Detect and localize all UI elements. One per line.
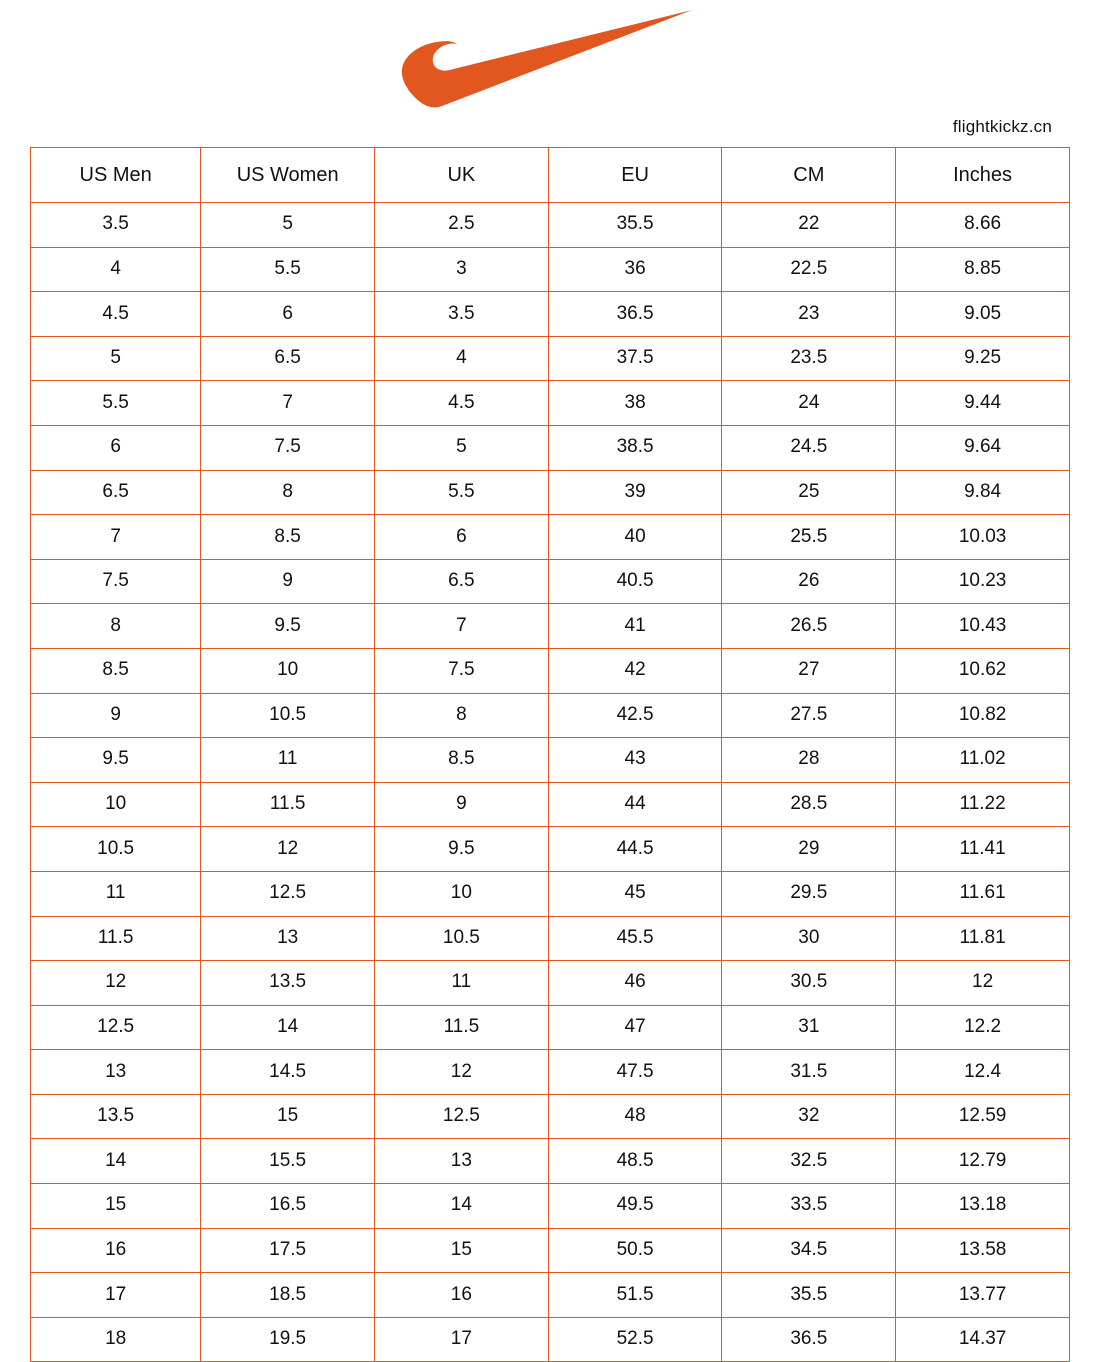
table-cell: 7.5	[201, 425, 375, 470]
table-row	[31, 1094, 1070, 1139]
table-cell: 12	[896, 961, 1070, 1006]
table-cell: 10.5	[375, 916, 549, 961]
table-cell: 5.5	[375, 470, 549, 515]
table-cell: 36	[548, 247, 722, 292]
table-cell: 5	[201, 203, 375, 248]
table-cell: 24	[722, 381, 896, 426]
table-cell: 6.5	[31, 470, 201, 515]
table-cell: 52.5	[548, 1317, 722, 1362]
table-cell: 27	[722, 648, 896, 693]
table-cell: 15	[375, 1228, 549, 1273]
table-cell: 8.5	[31, 648, 201, 693]
table-cell: 36.5	[548, 292, 722, 337]
table-cell: 11	[201, 738, 375, 783]
table-cell: 10	[375, 871, 549, 916]
table-cell: 6	[201, 292, 375, 337]
table-cell: 4	[375, 336, 549, 381]
table-cell: 45	[548, 871, 722, 916]
table-cell: 47	[548, 1005, 722, 1050]
table-cell: 16	[375, 1273, 549, 1318]
table-cell: 9.64	[896, 425, 1070, 470]
table-cell: 25.5	[722, 515, 896, 560]
table-cell: 15	[31, 1184, 201, 1229]
table-cell: 13	[375, 1139, 549, 1184]
table-cell: 6	[31, 425, 201, 470]
size-chart-table	[30, 147, 1070, 1362]
table-cell: 29	[722, 827, 896, 872]
table-cell: 11.5	[375, 1005, 549, 1050]
table-cell: 12	[375, 1050, 549, 1095]
table-cell: 11.02	[896, 738, 1070, 783]
table-row	[31, 871, 1070, 916]
table-cell: 17	[31, 1273, 201, 1318]
table-cell: 11.5	[31, 916, 201, 961]
table-cell: 18	[31, 1317, 201, 1362]
table-cell: 11	[31, 871, 201, 916]
column-header: US Women	[201, 148, 375, 203]
table-cell: 49.5	[548, 1184, 722, 1229]
table-cell: 10.5	[201, 693, 375, 738]
table-row	[31, 515, 1070, 560]
table-cell: 10.82	[896, 693, 1070, 738]
table-row	[31, 381, 1070, 426]
table-cell: 47.5	[548, 1050, 722, 1095]
table-cell: 10.23	[896, 559, 1070, 604]
nike-swoosh-icon	[400, 10, 700, 114]
table-cell: 12.79	[896, 1139, 1070, 1184]
table-cell: 48	[548, 1094, 722, 1139]
table-row	[31, 782, 1070, 827]
table-cell: 4.5	[375, 381, 549, 426]
table-cell: 7.5	[375, 648, 549, 693]
table-row	[31, 1139, 1070, 1184]
table-cell: 15.5	[201, 1139, 375, 1184]
table-cell: 9.84	[896, 470, 1070, 515]
table-cell: 44	[548, 782, 722, 827]
table-cell: 36.5	[722, 1317, 896, 1362]
table-cell: 3.5	[375, 292, 549, 337]
table-cell: 2.5	[375, 203, 549, 248]
table-cell: 31.5	[722, 1050, 896, 1095]
table-row	[31, 827, 1070, 872]
table-cell: 5	[31, 336, 201, 381]
table-cell: 45.5	[548, 916, 722, 961]
table-cell: 16.5	[201, 1184, 375, 1229]
table-cell: 32	[722, 1094, 896, 1139]
table-cell: 9.5	[31, 738, 201, 783]
table-cell: 7.5	[31, 559, 201, 604]
table-cell: 16	[31, 1228, 201, 1273]
table-cell: 51.5	[548, 1273, 722, 1318]
table-cell: 14	[201, 1005, 375, 1050]
table-cell: 13.18	[896, 1184, 1070, 1229]
table-row	[31, 1005, 1070, 1050]
table-cell: 8.5	[375, 738, 549, 783]
table-header-row	[31, 148, 1070, 203]
table-cell: 4.5	[31, 292, 201, 337]
table-cell: 9.5	[201, 604, 375, 649]
table-cell: 33.5	[722, 1184, 896, 1229]
table-cell: 40	[548, 515, 722, 560]
table-row	[31, 693, 1070, 738]
table-cell: 13.5	[31, 1094, 201, 1139]
column-header: Inches	[896, 148, 1070, 203]
brand-logo	[0, 0, 1100, 118]
table-cell: 6.5	[201, 336, 375, 381]
table-row	[31, 1228, 1070, 1273]
table-row	[31, 1317, 1070, 1362]
table-cell: 24.5	[722, 425, 896, 470]
table-cell: 11.61	[896, 871, 1070, 916]
table-cell: 3	[375, 247, 549, 292]
table-cell: 35.5	[722, 1273, 896, 1318]
table-cell: 8.5	[201, 515, 375, 560]
table-cell: 9.05	[896, 292, 1070, 337]
table-cell: 8	[201, 470, 375, 515]
table-cell: 5.5	[201, 247, 375, 292]
table-cell: 10	[31, 782, 201, 827]
table-cell: 23	[722, 292, 896, 337]
table-cell: 26	[722, 559, 896, 604]
table-cell: 17.5	[201, 1228, 375, 1273]
table-cell: 32.5	[722, 1139, 896, 1184]
table-cell: 28	[722, 738, 896, 783]
table-cell: 41	[548, 604, 722, 649]
table-cell: 12.5	[375, 1094, 549, 1139]
table-cell: 22.5	[722, 247, 896, 292]
table-row	[31, 916, 1070, 961]
table-cell: 18.5	[201, 1273, 375, 1318]
table-cell: 9	[31, 693, 201, 738]
table-cell: 42	[548, 648, 722, 693]
size-chart-table-wrap	[30, 147, 1070, 1362]
table-cell: 38.5	[548, 425, 722, 470]
table-cell: 46	[548, 961, 722, 1006]
table-cell: 7	[375, 604, 549, 649]
table-row	[31, 292, 1070, 337]
table-row	[31, 336, 1070, 381]
column-header: US Men	[31, 148, 201, 203]
table-cell: 15	[201, 1094, 375, 1139]
table-cell: 42.5	[548, 693, 722, 738]
table-row	[31, 1050, 1070, 1095]
column-header: UK	[375, 148, 549, 203]
table-row	[31, 425, 1070, 470]
table-cell: 28.5	[722, 782, 896, 827]
table-cell: 13	[31, 1050, 201, 1095]
table-cell: 30	[722, 916, 896, 961]
table-cell: 9	[375, 782, 549, 827]
table-cell: 13.58	[896, 1228, 1070, 1273]
size-chart-body	[31, 148, 1070, 1362]
table-cell: 37.5	[548, 336, 722, 381]
table-cell: 13	[201, 916, 375, 961]
table-cell: 12	[31, 961, 201, 1006]
table-cell: 17	[375, 1317, 549, 1362]
table-cell: 10	[201, 648, 375, 693]
table-cell: 8	[31, 604, 201, 649]
table-cell: 14	[375, 1184, 549, 1229]
table-cell: 8.85	[896, 247, 1070, 292]
table-cell: 29.5	[722, 871, 896, 916]
table-cell: 8	[375, 693, 549, 738]
table-cell: 13.5	[201, 961, 375, 1006]
table-cell: 7	[201, 381, 375, 426]
table-cell: 10.03	[896, 515, 1070, 560]
table-cell: 9.25	[896, 336, 1070, 381]
table-row	[31, 1273, 1070, 1318]
table-row	[31, 470, 1070, 515]
table-cell: 11.5	[201, 782, 375, 827]
table-row	[31, 203, 1070, 248]
table-cell: 11.81	[896, 916, 1070, 961]
table-cell: 6.5	[375, 559, 549, 604]
table-cell: 19.5	[201, 1317, 375, 1362]
table-cell: 3.5	[31, 203, 201, 248]
table-cell: 9.5	[375, 827, 549, 872]
table-cell: 12.2	[896, 1005, 1070, 1050]
table-cell: 12.59	[896, 1094, 1070, 1139]
table-cell: 8.66	[896, 203, 1070, 248]
table-cell: 34.5	[722, 1228, 896, 1273]
table-cell: 14.5	[201, 1050, 375, 1095]
table-row	[31, 1184, 1070, 1229]
table-cell: 11	[375, 961, 549, 1006]
table-cell: 22	[722, 203, 896, 248]
table-cell: 27.5	[722, 693, 896, 738]
table-cell: 14.37	[896, 1317, 1070, 1362]
table-cell: 10.43	[896, 604, 1070, 649]
table-row	[31, 559, 1070, 604]
table-cell: 11.22	[896, 782, 1070, 827]
table-row	[31, 961, 1070, 1006]
table-cell: 23.5	[722, 336, 896, 381]
table-cell: 7	[31, 515, 201, 560]
table-row	[31, 738, 1070, 783]
table-cell: 39	[548, 470, 722, 515]
table-cell: 13.77	[896, 1273, 1070, 1318]
table-cell: 25	[722, 470, 896, 515]
table-cell: 5.5	[31, 381, 201, 426]
table-cell: 12.5	[31, 1005, 201, 1050]
table-cell: 12.4	[896, 1050, 1070, 1095]
table-cell: 5	[375, 425, 549, 470]
table-cell: 43	[548, 738, 722, 783]
table-cell: 35.5	[548, 203, 722, 248]
table-cell: 10.5	[31, 827, 201, 872]
table-cell: 14	[31, 1139, 201, 1184]
table-cell: 9	[201, 559, 375, 604]
table-cell: 4	[31, 247, 201, 292]
table-row	[31, 604, 1070, 649]
table-cell: 10.62	[896, 648, 1070, 693]
table-cell: 9.44	[896, 381, 1070, 426]
table-row	[31, 648, 1070, 693]
brand-website: flightkickz.cn	[952, 117, 1052, 136]
table-cell: 44.5	[548, 827, 722, 872]
table-row	[31, 247, 1070, 292]
column-header: CM	[722, 148, 896, 203]
column-header: EU	[548, 148, 722, 203]
table-cell: 12.5	[201, 871, 375, 916]
table-cell: 6	[375, 515, 549, 560]
table-cell: 38	[548, 381, 722, 426]
table-cell: 11.41	[896, 827, 1070, 872]
table-cell: 48.5	[548, 1139, 722, 1184]
table-cell: 40.5	[548, 559, 722, 604]
table-cell: 31	[722, 1005, 896, 1050]
table-cell: 30.5	[722, 961, 896, 1006]
table-cell: 26.5	[722, 604, 896, 649]
table-cell: 12	[201, 827, 375, 872]
table-cell: 50.5	[548, 1228, 722, 1273]
